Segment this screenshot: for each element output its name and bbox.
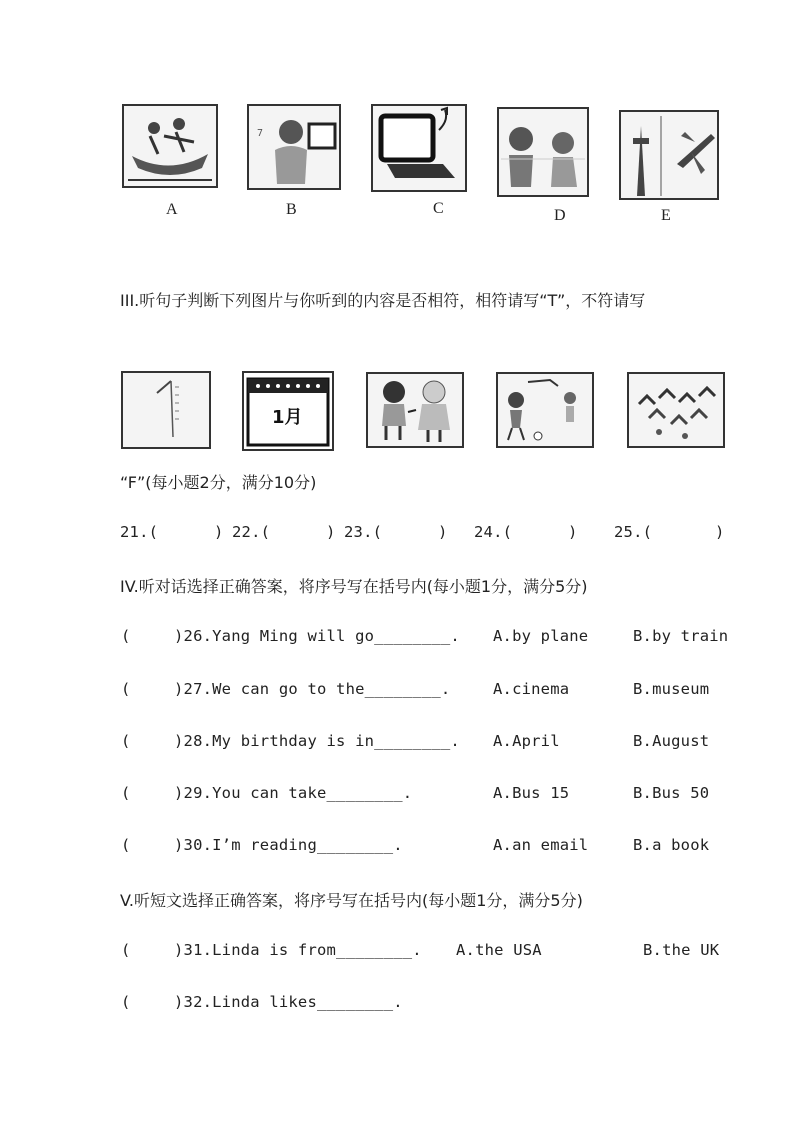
section3-heading: III.听句子判断下列图片与你听到的内容是否相符，相符请写“T”，不符请写 [120, 291, 646, 310]
picture-label-d: D [554, 207, 566, 224]
boy-girl-icon [497, 107, 589, 197]
answer-21-open: 21.( [120, 523, 159, 541]
thermometer-icon [121, 371, 211, 449]
answer-24-open: 24.( [474, 523, 513, 541]
calendar-text: 1月 [272, 407, 303, 428]
svg-text:7: 7 [257, 128, 264, 139]
picture-label-e: E [661, 207, 671, 224]
question-28-option-a: A.April [493, 732, 560, 750]
answer-23-close: ) [438, 523, 448, 541]
answer-25-blank[interactable] [654, 523, 710, 543]
answer-22-close: ) [326, 523, 336, 541]
question-27-open: ( [121, 680, 131, 698]
question-32-open: ( [121, 993, 131, 1011]
question-30-option-a: A.an email [493, 836, 589, 854]
answer-25-close: ) [715, 523, 725, 541]
laptop-icon [371, 104, 467, 192]
question-31-option-b: B.the UK [643, 941, 720, 959]
question-29-open: ( [121, 784, 131, 802]
section3-heading-cont: “F”(每小题2分，满分10分) [120, 473, 317, 492]
question-28-option-b: B.August [633, 732, 710, 750]
boat-people-icon [122, 104, 218, 188]
question-29-option-a: A.Bus 15 [493, 784, 570, 802]
birds-group-icon [627, 372, 725, 448]
question-26-option-b: B.by train [633, 627, 729, 645]
question-32-stem: )32.Linda likes________. [174, 993, 403, 1011]
answer-23-blank[interactable] [384, 523, 434, 543]
picture-label-a: A [166, 201, 178, 218]
section5-heading: V.听短文选择正确答案，将序号写在括号内(每小题1分，满分5分) [120, 891, 583, 910]
question-30-open: ( [121, 836, 131, 854]
answer-22-blank[interactable] [272, 523, 322, 543]
two-girls-icon [366, 372, 464, 448]
question-26-open: ( [121, 627, 131, 645]
question-31-open: ( [121, 941, 131, 959]
tower-plane-icon [619, 110, 719, 200]
question-30-stem: )30.I’m reading________. [174, 836, 403, 854]
answer-24-blank[interactable] [514, 523, 564, 543]
question-26-stem: )26.Yang Ming will go________. [174, 627, 460, 645]
question-31-stem: )31.Linda is from________. [174, 941, 422, 959]
calendar-icon [242, 371, 334, 451]
answer-23-open: 23.( [344, 523, 383, 541]
picture-label-b: B [286, 201, 297, 218]
question-29-option-b: B.Bus 50 [633, 784, 710, 802]
question-30-option-b: B.a book [633, 836, 710, 854]
question-29-stem: )29.You can take________. [174, 784, 413, 802]
question-28-stem: )28.My birthday is in________. [174, 732, 460, 750]
soccer-kids-icon [496, 372, 594, 448]
answer-21-blank[interactable] [160, 523, 210, 543]
answer-22-open: 22.( [232, 523, 271, 541]
answer-24-close: ) [568, 523, 578, 541]
question-27-option-a: A.cinema [493, 680, 570, 698]
question-27-option-b: B.museum [633, 680, 710, 698]
section4-heading: IV.听对话选择正确答案，将序号写在括号内(每小题1分，满分5分) [120, 577, 588, 596]
question-27-stem: )27.We can go to the________. [174, 680, 451, 698]
boy-tv-icon [247, 104, 341, 190]
question-28-open: ( [121, 732, 131, 750]
question-26-option-a: A.by plane [493, 627, 589, 645]
question-31-option-a: A.the USA [456, 941, 542, 959]
answer-21-close: ) [214, 523, 224, 541]
answer-25-open: 25.( [614, 523, 653, 541]
picture-label-c: C [433, 200, 444, 217]
